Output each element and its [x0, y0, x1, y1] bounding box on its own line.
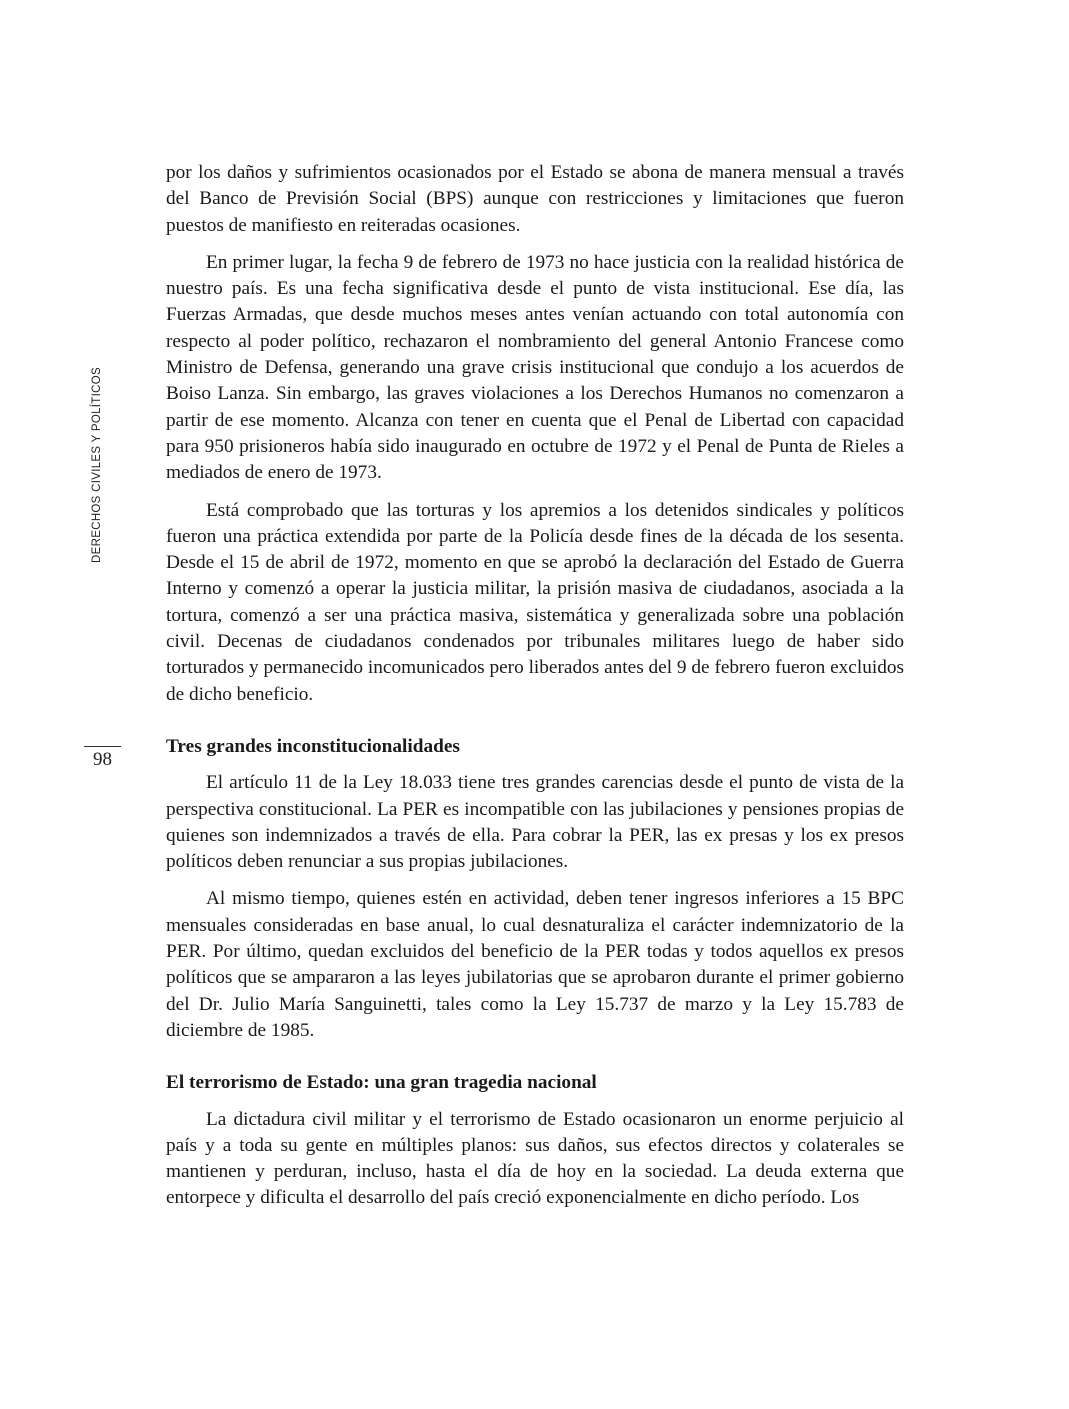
paragraph-2: En primer lugar, la fecha 9 de febrero de 1973 no hace justicia con la realidad histórica de nuestro país. Es una fecha significativa desde el punto de vista institucional. Ese día, las Fuerzas Armadas, que desde muchos meses antes venían actuando con total autonomía con respecto al poder político, rechazaron el nombramiento del general Antonio Francese como Ministro de Defensa, generando una grave crisis institucional que condujo a los acuerdos de Boiso Lanza. Sin embargo, las graves violaciones a los Derechos Humanos no comenzaron a partir de ese momento. Alcanza con tener en cuenta que el Penal de Libertad con capacidad para 950 prisioneros había sido inaugurado en octubre de 1972 y el Penal de Punta de Rieles a mediados de enero de 1973. [166, 251, 904, 484]
section-heading-inconstitucionalidades: Tres grandes inconstitucionalidades [166, 735, 460, 757]
running-head: DERECHOS CIVILES Y POLÍTICOS [91, 367, 103, 563]
section-heading-terrorismo: El terrorismo de Estado: una gran tragedia nacional [166, 1072, 597, 1094]
paragraph-3: Está comprobado que las torturas y los apremios a los detenidos sindicales y políticos fueron una práctica extendida por parte de la Policía desde fines de la década de los sesenta. Desde el 15 de abril de 1972, momento en que se aprobó la declaración del Estado de Guerra Interno y comenzó a operar la justicia militar, la prisión masiva de ciudadanos, asociada a la tortura, comenzó a ser una práctica masiva, sistemática y generalizada sobre una población civil. Decenas de ciudadanos condenados por tribunales militares luego de haber sido torturados y permanecido incomunicados pero liberados antes del 9 de febrero fueron excluidos de dicho beneficio. [166, 499, 904, 705]
page-number-rule [84, 746, 121, 747]
page-body [166, 160, 904, 1223]
page-number: 98 [93, 749, 112, 770]
paragraph-1: por los daños y sufrimientos ocasionados por el Estado se abona de manera mensual a través del Banco de Previsión Social (BPS) aunque con restricciones y limitaciones que fueron puestos de manifiesto en reiteradas ocasiones. [166, 162, 904, 236]
paragraph-6: La dictadura civil militar y el terrorismo de Estado ocasionaron un enorme perjuicio al país y a toda su gente en múltiples planos: sus daños, sus efectos directos y colaterales se mantienen y perduran, incluso, hasta el día de hoy en la sociedad. La deuda externa que entorpece y dificulta el desarrollo del país creció exponencialmente en dicho período. Los [166, 1108, 904, 1209]
paragraph-4: El artículo 11 de la Ley 18.033 tiene tres grandes carencias desde el punto de vista de la perspectiva constitucional. La PER es incompatible con las jubilaciones y pensiones propias de quienes son indemnizados a través de ella. Para cobrar la PER, las ex presas y los ex presos políticos deben renunciar a sus propias jubilaciones. [166, 772, 904, 873]
paragraph-5: Al mismo tiempo, quienes estén en actividad, deben tener ingresos inferiores a 15 BPC mensuales consideradas en base anual, lo cual desnaturaliza el carácter indemnizatorio de la PER. Por último, quedan excluidos del beneficio de la PER todas y todos aquellos ex presos políticos que se ampararon a las leyes jubilatorias que se aprobaron durante el primer gobierno del Dr. Julio María Sanguinetti, tales como la Ley 15.737 de marzo y la Ley 15.783 de diciembre de 1985. [166, 888, 904, 1041]
